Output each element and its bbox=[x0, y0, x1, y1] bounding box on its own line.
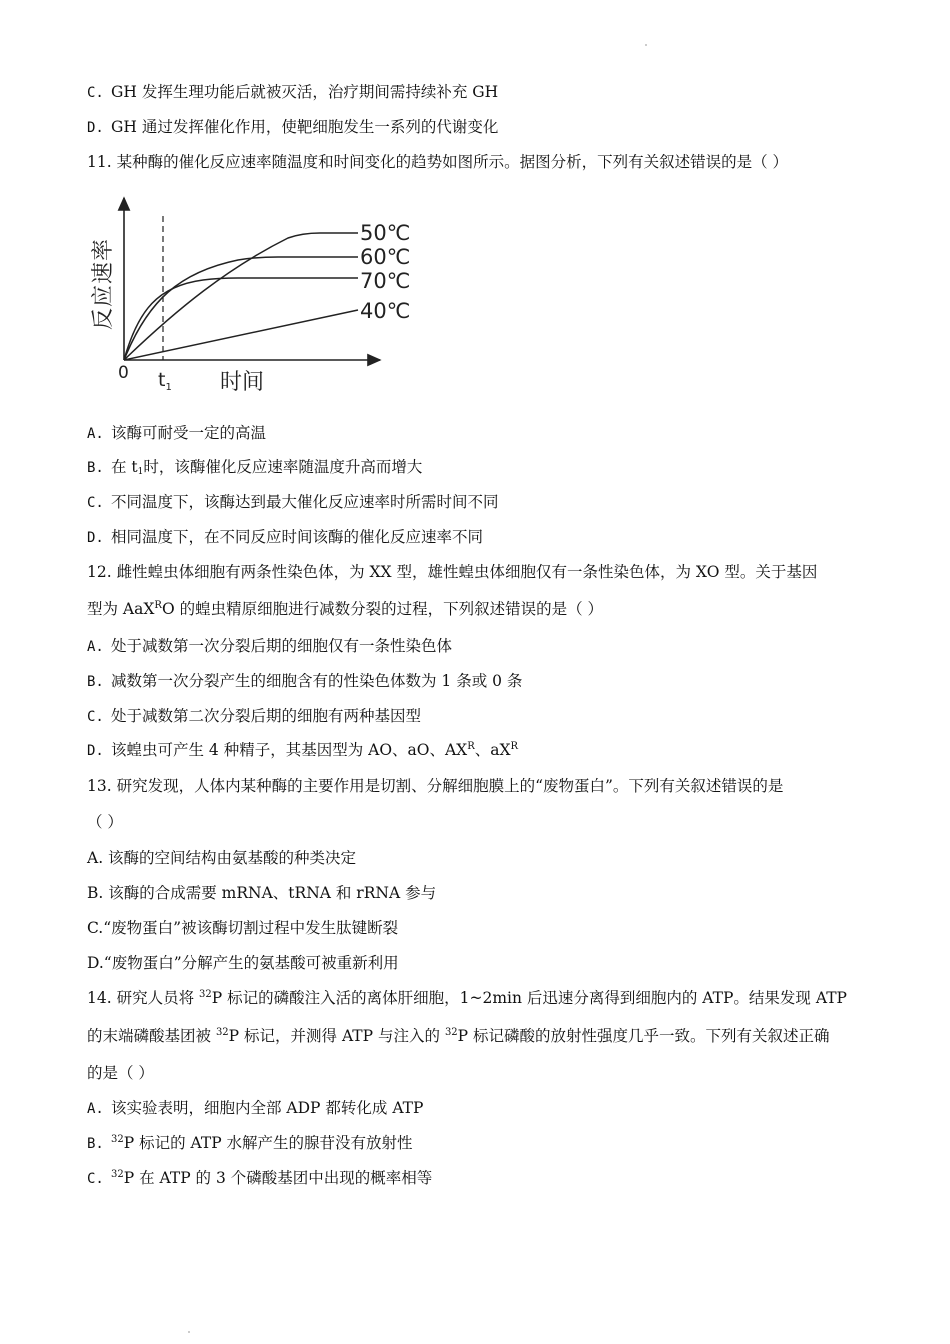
q11-stem: 11. 某种酶的催化反应速率随温度和时间变化的趋势如图所示。据图分析，下列有关叙述错误的是（ ） bbox=[87, 153, 789, 171]
origin-label: 0 bbox=[118, 363, 129, 383]
series-line-60 bbox=[124, 257, 358, 360]
q11-option-b: B. 在 $t_1$时，该酶催化反应速率随温度升高而增大 bbox=[87, 458, 423, 477]
legend-label-70: 70℃ bbox=[360, 269, 411, 293]
t1-label-sub: 1 bbox=[165, 382, 172, 393]
q13-option-c: C.“废物蛋白”被该酶切割过程中发生肽键断裂 bbox=[87, 919, 399, 937]
q10-option-c: C. GH 发挥生理功能后就被灭活，治疗期间需持续补充 GH bbox=[87, 83, 499, 101]
q12-option-c: C. 处于减数第二次分裂后期的细胞有两种基因型 bbox=[87, 707, 422, 725]
x-axis-label: 时间 bbox=[220, 370, 265, 395]
q14-option-c: C. $^{32}$P 在 ATP 的 3 个磷酸基团中出现的概率相等 bbox=[87, 1169, 433, 1187]
q14-stem-line1: 14. 研究人员将 $^{32}$P 标记的磷酸注入活的离体肝细胞，1~2min 后迅速分离得到细胞内的 ATP。结果发现 ATP bbox=[87, 989, 847, 1007]
q11-option-a: A. 该酶可耐受一定的高温 bbox=[87, 424, 267, 442]
q12-option-a: A. 处于减数第一次分裂后期的细胞仅有一条性染色体 bbox=[87, 637, 453, 655]
series-line-40 bbox=[124, 310, 358, 360]
legend-label-50: 50℃ bbox=[360, 221, 411, 245]
legend-label-40: 40℃ bbox=[360, 299, 411, 323]
series-line-70 bbox=[124, 278, 358, 360]
q14-stem-line2: 的末端磷酸基团被 $^{32}$P 标记，并测得 ATP 与注入的 $^{32}$P 标记磷酸的放射性强度几乎一致。下列有关叙述正确 bbox=[87, 1027, 830, 1045]
q13-stem-line1: 13. 研究发现，人体内某种酶的主要作用是切割、分解细胞膜上的“废物蛋白”。下列有关叙述错误的是 bbox=[87, 777, 784, 795]
enzyme-rate-chart bbox=[88, 190, 418, 402]
scan-dot bbox=[188, 1331, 190, 1333]
q13-option-b: B. 该酶的合成需要 mRNA、tRNA 和 rRNA 参与 bbox=[87, 884, 437, 902]
t1-label-t: t bbox=[158, 369, 166, 391]
q14-option-a: A. 该实验表明，细胞内全部 ADP 都转化成 ATP bbox=[87, 1099, 424, 1117]
q13-option-a: A. 该酶的空间结构由氨基酸的种类决定 bbox=[87, 849, 357, 867]
legend-label-60: 60℃ bbox=[360, 245, 411, 269]
scan-dot bbox=[645, 44, 647, 46]
q14-option-b: B. $^{32}$P 标记的 ATP 水解产生的腺苷没有放射性 bbox=[87, 1134, 413, 1152]
q12-stem-line2: 型为 AaX$^R$O 的蝗虫精原细胞进行减数分裂的过程，下列叙述错误的是（ ） bbox=[87, 600, 604, 618]
q12-option-d: D. 该蝗虫可产生 4 种精子，其基因型为 AO、aO、$AX^R$、$aX^R$ bbox=[87, 741, 519, 759]
q10-option-d: D. GH 通过发挥催化作用，使靶细胞发生一系列的代谢变化 bbox=[87, 118, 499, 136]
q14-stem-line3: 的是（ ） bbox=[87, 1064, 154, 1082]
y-axis-label: 反应速率 bbox=[91, 237, 116, 330]
q12-option-b: B. 减数第一次分裂产生的细胞含有的性染色体数为 1 条或 0 条 bbox=[87, 672, 523, 690]
q13-stem-line2: （ ） bbox=[87, 813, 123, 831]
t1-label bbox=[158, 369, 172, 393]
q11-option-d: D. 相同温度下，在不同反应时间该酶的催化反应速率不同 bbox=[87, 528, 484, 546]
q12-stem-line1: 12. 雌性蝗虫体细胞有两条性染色体，为 XX 型，雄性蝗虫体细胞仅有一条性染色体，为 XO 型。关于基因 bbox=[87, 563, 818, 581]
q13-option-d: D.“废物蛋白”分解产生的氨基酸可被重新利用 bbox=[87, 954, 399, 972]
q11-option-c: C. 不同温度下，该酶达到最大催化反应速率时所需时间不同 bbox=[87, 493, 499, 511]
